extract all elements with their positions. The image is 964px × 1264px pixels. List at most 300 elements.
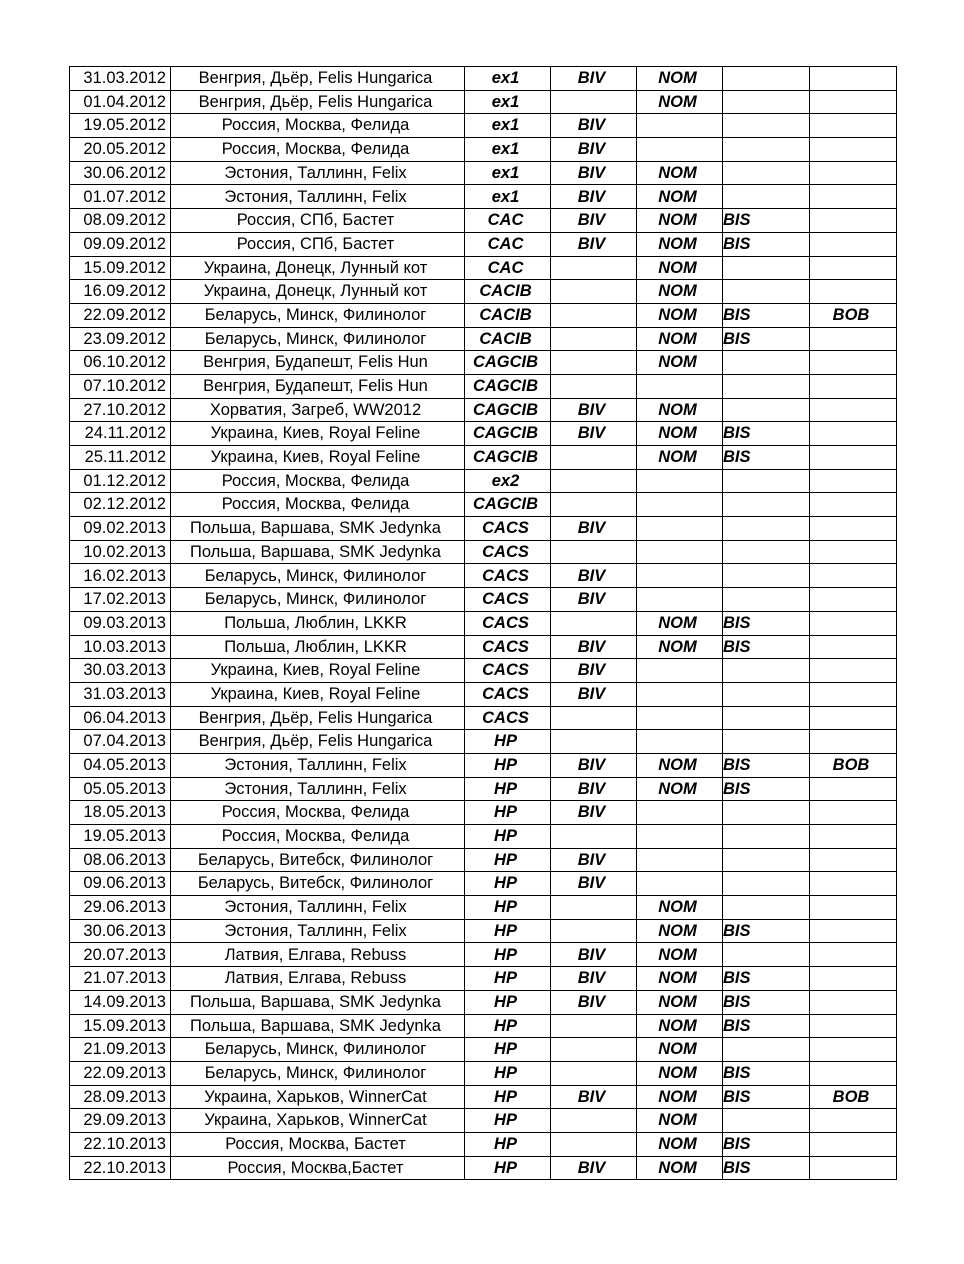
bob-cell: [810, 635, 897, 659]
bis-cell: [723, 564, 810, 588]
table-row: [70, 943, 897, 967]
date-cell: 07.04.2013: [70, 730, 171, 754]
bis-cell: [723, 67, 810, 91]
table-row: [70, 493, 897, 517]
biv-cell: BIV: [551, 967, 637, 991]
title-cell: HP: [465, 753, 551, 777]
date-cell: 09.06.2013: [70, 872, 171, 896]
date-cell: 20.05.2012: [70, 138, 171, 162]
bob-cell: [810, 327, 897, 351]
bis-cell: [723, 280, 810, 304]
show-cell: Хорватия, Загреб, WW2012: [171, 398, 465, 422]
biv-cell: [551, 1061, 637, 1085]
nom-cell: NOM: [637, 635, 723, 659]
show-cell: Эстония, Таллинн, Felix: [171, 896, 465, 920]
nom-cell: NOM: [637, 1156, 723, 1180]
bis-cell: BIS: [723, 990, 810, 1014]
date-cell: 19.05.2013: [70, 825, 171, 849]
bis-cell: [723, 943, 810, 967]
nom-cell: [637, 848, 723, 872]
bis-cell: [723, 588, 810, 612]
bob-cell: [810, 872, 897, 896]
show-cell: Украина, Харьков, WinnerCat: [171, 1109, 465, 1133]
table-row: [70, 919, 897, 943]
bis-cell: [723, 351, 810, 375]
biv-cell: BIV: [551, 138, 637, 162]
show-cell: Беларусь, Минск, Филинолог: [171, 303, 465, 327]
date-cell: 08.09.2012: [70, 209, 171, 233]
date-cell: 01.12.2012: [70, 469, 171, 493]
date-cell: 22.10.2013: [70, 1132, 171, 1156]
nom-cell: NOM: [637, 896, 723, 920]
table-row: [70, 635, 897, 659]
nom-cell: NOM: [637, 753, 723, 777]
bis-cell: BIS: [723, 753, 810, 777]
date-cell: 21.07.2013: [70, 967, 171, 991]
nom-cell: NOM: [637, 990, 723, 1014]
bis-cell: BIS: [723, 777, 810, 801]
table-row: [70, 1061, 897, 1085]
results-table: [69, 66, 897, 1180]
date-cell: 06.04.2013: [70, 706, 171, 730]
title-cell: CAGCIB: [465, 351, 551, 375]
title-cell: CACIB: [465, 327, 551, 351]
biv-cell: [551, 256, 637, 280]
bis-cell: [723, 493, 810, 517]
title-cell: HP: [465, 1156, 551, 1180]
show-cell: Россия, СПб, Бастет: [171, 209, 465, 233]
bis-cell: [723, 185, 810, 209]
bob-cell: [810, 185, 897, 209]
bob-cell: [810, 919, 897, 943]
bis-cell: [723, 1109, 810, 1133]
nom-cell: NOM: [637, 1038, 723, 1062]
show-cell: Эстония, Таллинн, Felix: [171, 777, 465, 801]
nom-cell: NOM: [637, 777, 723, 801]
table-row: [70, 209, 897, 233]
table-row: [70, 848, 897, 872]
table-row: [70, 446, 897, 470]
biv-cell: BIV: [551, 185, 637, 209]
bis-cell: [723, 848, 810, 872]
nom-cell: [637, 540, 723, 564]
nom-cell: [637, 825, 723, 849]
bob-cell: [810, 469, 897, 493]
title-cell: HP: [465, 1014, 551, 1038]
nom-cell: NOM: [637, 446, 723, 470]
biv-cell: [551, 825, 637, 849]
date-cell: 07.10.2012: [70, 374, 171, 398]
table-body: [70, 67, 897, 1180]
bis-cell: BIS: [723, 422, 810, 446]
bob-cell: [810, 1132, 897, 1156]
biv-cell: [551, 730, 637, 754]
title-cell: CACS: [465, 564, 551, 588]
table-row: [70, 303, 897, 327]
nom-cell: NOM: [637, 185, 723, 209]
title-cell: HP: [465, 919, 551, 943]
table-row: [70, 1109, 897, 1133]
biv-cell: BIV: [551, 161, 637, 185]
show-cell: Эстония, Таллинн, Felix: [171, 161, 465, 185]
show-cell: Польша, Варшава, SMK Jedynka: [171, 1014, 465, 1038]
nom-cell: NOM: [637, 280, 723, 304]
table-row: [70, 67, 897, 91]
nom-cell: [637, 730, 723, 754]
title-cell: ex1: [465, 138, 551, 162]
nom-cell: [637, 374, 723, 398]
bob-cell: [810, 1156, 897, 1180]
table-row: [70, 327, 897, 351]
biv-cell: BIV: [551, 801, 637, 825]
title-cell: CAGCIB: [465, 422, 551, 446]
show-cell: Россия, Москва, Фелида: [171, 493, 465, 517]
show-cell: Польша, Варшава, SMK Jedynka: [171, 540, 465, 564]
biv-cell: BIV: [551, 1085, 637, 1109]
nom-cell: [637, 872, 723, 896]
title-cell: CACS: [465, 517, 551, 541]
show-cell: Россия, Москва,Бастет: [171, 1156, 465, 1180]
table-row: [70, 730, 897, 754]
date-cell: 23.09.2012: [70, 327, 171, 351]
nom-cell: [637, 469, 723, 493]
biv-cell: BIV: [551, 682, 637, 706]
nom-cell: NOM: [637, 1061, 723, 1085]
title-cell: CAGCIB: [465, 374, 551, 398]
bis-cell: BIS: [723, 967, 810, 991]
bis-cell: [723, 517, 810, 541]
nom-cell: NOM: [637, 919, 723, 943]
nom-cell: [637, 138, 723, 162]
show-cell: Беларусь, Минск, Филинолог: [171, 588, 465, 612]
bob-cell: [810, 138, 897, 162]
biv-cell: BIV: [551, 398, 637, 422]
bob-cell: BOB: [810, 303, 897, 327]
title-cell: HP: [465, 777, 551, 801]
date-cell: 27.10.2012: [70, 398, 171, 422]
table-row: [70, 753, 897, 777]
title-cell: HP: [465, 1085, 551, 1109]
bob-cell: [810, 90, 897, 114]
show-cell: Польша, Люблин, LKKR: [171, 611, 465, 635]
table-row: [70, 1085, 897, 1109]
show-cell: Беларусь, Минск, Филинолог: [171, 564, 465, 588]
nom-cell: [637, 493, 723, 517]
show-cell: Эстония, Таллинн, Felix: [171, 753, 465, 777]
bob-cell: [810, 493, 897, 517]
bis-cell: [723, 90, 810, 114]
show-cell: Беларусь, Минск, Филинолог: [171, 327, 465, 351]
table-row: [70, 90, 897, 114]
date-cell: 22.10.2013: [70, 1156, 171, 1180]
title-cell: ex1: [465, 185, 551, 209]
bob-cell: BOB: [810, 1085, 897, 1109]
biv-cell: BIV: [551, 848, 637, 872]
table-row: [70, 185, 897, 209]
nom-cell: NOM: [637, 256, 723, 280]
bis-cell: [723, 730, 810, 754]
table-row: [70, 588, 897, 612]
title-cell: CACS: [465, 682, 551, 706]
biv-cell: BIV: [551, 943, 637, 967]
nom-cell: NOM: [637, 67, 723, 91]
show-cell: Украина, Киев, Royal Feline: [171, 422, 465, 446]
show-cell: Россия, СПб, Бастет: [171, 232, 465, 256]
date-cell: 10.03.2013: [70, 635, 171, 659]
date-cell: 09.02.2013: [70, 517, 171, 541]
biv-cell: BIV: [551, 422, 637, 446]
nom-cell: NOM: [637, 351, 723, 375]
bis-cell: [723, 398, 810, 422]
title-cell: CACS: [465, 706, 551, 730]
title-cell: HP: [465, 730, 551, 754]
biv-cell: [551, 90, 637, 114]
table-row: [70, 256, 897, 280]
show-cell: Украина, Харьков, WinnerCat: [171, 1085, 465, 1109]
title-cell: CAC: [465, 232, 551, 256]
table-row: [70, 517, 897, 541]
bob-cell: [810, 398, 897, 422]
date-cell: 16.09.2012: [70, 280, 171, 304]
bis-cell: BIS: [723, 1061, 810, 1085]
date-cell: 05.05.2013: [70, 777, 171, 801]
bis-cell: BIS: [723, 446, 810, 470]
bob-cell: [810, 161, 897, 185]
bob-cell: [810, 1014, 897, 1038]
bis-cell: [723, 1038, 810, 1062]
biv-cell: BIV: [551, 232, 637, 256]
bob-cell: [810, 446, 897, 470]
biv-cell: [551, 1132, 637, 1156]
title-cell: CACS: [465, 540, 551, 564]
date-cell: 09.03.2013: [70, 611, 171, 635]
biv-cell: [551, 540, 637, 564]
title-cell: HP: [465, 848, 551, 872]
title-cell: CAGCIB: [465, 446, 551, 470]
title-cell: HP: [465, 1132, 551, 1156]
show-cell: Польша, Люблин, LKKR: [171, 635, 465, 659]
title-cell: HP: [465, 967, 551, 991]
biv-cell: [551, 493, 637, 517]
date-cell: 30.03.2013: [70, 659, 171, 683]
bis-cell: [723, 682, 810, 706]
biv-cell: [551, 280, 637, 304]
nom-cell: NOM: [637, 1014, 723, 1038]
date-cell: 02.12.2012: [70, 493, 171, 517]
bis-cell: [723, 469, 810, 493]
show-cell: Венгрия, Дьёр, Felis Hungarica: [171, 67, 465, 91]
table-row: [70, 825, 897, 849]
show-cell: Венгрия, Будапешт, Felis Hun: [171, 351, 465, 375]
bis-cell: [723, 374, 810, 398]
table-row: [70, 138, 897, 162]
title-cell: HP: [465, 896, 551, 920]
table-row: [70, 682, 897, 706]
biv-cell: [551, 611, 637, 635]
biv-cell: [551, 327, 637, 351]
bob-cell: [810, 67, 897, 91]
bis-cell: [723, 540, 810, 564]
nom-cell: [637, 588, 723, 612]
table-row: [70, 801, 897, 825]
biv-cell: BIV: [551, 209, 637, 233]
date-cell: 06.10.2012: [70, 351, 171, 375]
nom-cell: NOM: [637, 943, 723, 967]
date-cell: 22.09.2013: [70, 1061, 171, 1085]
table-row: [70, 990, 897, 1014]
biv-cell: [551, 1038, 637, 1062]
table-row: [70, 232, 897, 256]
show-cell: Украина, Киев, Royal Feline: [171, 682, 465, 706]
table-row: [70, 659, 897, 683]
bob-cell: [810, 896, 897, 920]
nom-cell: [637, 564, 723, 588]
date-cell: 20.07.2013: [70, 943, 171, 967]
show-cell: Венгрия, Дьёр, Felis Hungarica: [171, 730, 465, 754]
bis-cell: BIS: [723, 1085, 810, 1109]
date-cell: 17.02.2013: [70, 588, 171, 612]
bis-cell: BIS: [723, 1132, 810, 1156]
bis-cell: BIS: [723, 919, 810, 943]
title-cell: ex1: [465, 161, 551, 185]
title-cell: HP: [465, 943, 551, 967]
bis-cell: [723, 706, 810, 730]
title-cell: HP: [465, 1061, 551, 1085]
bob-cell: [810, 209, 897, 233]
bis-cell: BIS: [723, 1156, 810, 1180]
nom-cell: NOM: [637, 1085, 723, 1109]
bob-cell: [810, 1109, 897, 1133]
show-cell: Россия, Москва, Фелида: [171, 138, 465, 162]
title-cell: HP: [465, 825, 551, 849]
title-cell: ex1: [465, 90, 551, 114]
date-cell: 30.06.2013: [70, 919, 171, 943]
nom-cell: NOM: [637, 209, 723, 233]
date-cell: 21.09.2013: [70, 1038, 171, 1062]
bob-cell: [810, 256, 897, 280]
biv-cell: BIV: [551, 990, 637, 1014]
bis-cell: [723, 896, 810, 920]
table-row: [70, 422, 897, 446]
table-row: [70, 564, 897, 588]
date-cell: 08.06.2013: [70, 848, 171, 872]
date-cell: 15.09.2013: [70, 1014, 171, 1038]
bis-cell: BIS: [723, 635, 810, 659]
biv-cell: BIV: [551, 114, 637, 138]
date-cell: 18.05.2013: [70, 801, 171, 825]
nom-cell: NOM: [637, 303, 723, 327]
table-row: [70, 1014, 897, 1038]
biv-cell: [551, 374, 637, 398]
date-cell: 04.05.2013: [70, 753, 171, 777]
show-cell: Украина, Киев, Royal Feline: [171, 446, 465, 470]
table-row: [70, 114, 897, 138]
biv-cell: [551, 351, 637, 375]
bis-cell: BIS: [723, 303, 810, 327]
date-cell: 15.09.2012: [70, 256, 171, 280]
show-cell: Беларусь, Минск, Филинолог: [171, 1038, 465, 1062]
title-cell: ex2: [465, 469, 551, 493]
date-cell: 30.06.2012: [70, 161, 171, 185]
biv-cell: [551, 896, 637, 920]
date-cell: 22.09.2012: [70, 303, 171, 327]
bob-cell: [810, 588, 897, 612]
show-cell: Украина, Киев, Royal Feline: [171, 659, 465, 683]
title-cell: CACS: [465, 659, 551, 683]
bob-cell: [810, 801, 897, 825]
show-cell: Россия, Москва, Фелида: [171, 469, 465, 493]
date-cell: 10.02.2013: [70, 540, 171, 564]
bob-cell: [810, 990, 897, 1014]
show-cell: Россия, Москва, Бастет: [171, 1132, 465, 1156]
title-cell: HP: [465, 1038, 551, 1062]
date-cell: 31.03.2012: [70, 67, 171, 91]
table-row: [70, 896, 897, 920]
bob-cell: [810, 611, 897, 635]
nom-cell: NOM: [637, 232, 723, 256]
bis-cell: [723, 114, 810, 138]
show-cell: Латвия, Елгава, Rebuss: [171, 943, 465, 967]
bis-cell: BIS: [723, 209, 810, 233]
bis-cell: BIS: [723, 232, 810, 256]
nom-cell: NOM: [637, 90, 723, 114]
bob-cell: [810, 825, 897, 849]
nom-cell: [637, 682, 723, 706]
title-cell: CACS: [465, 588, 551, 612]
nom-cell: [637, 659, 723, 683]
show-cell: Россия, Москва, Фелида: [171, 114, 465, 138]
biv-cell: BIV: [551, 872, 637, 896]
bob-cell: [810, 517, 897, 541]
date-cell: 01.07.2012: [70, 185, 171, 209]
title-cell: ex1: [465, 114, 551, 138]
title-cell: HP: [465, 1109, 551, 1133]
bis-cell: [723, 256, 810, 280]
nom-cell: [637, 706, 723, 730]
biv-cell: BIV: [551, 588, 637, 612]
bob-cell: [810, 777, 897, 801]
biv-cell: [551, 446, 637, 470]
bob-cell: [810, 943, 897, 967]
show-cell: Эстония, Таллинн, Felix: [171, 185, 465, 209]
show-cell: Украина, Донецк, Лунный кот: [171, 256, 465, 280]
nom-cell: [637, 801, 723, 825]
table-row: [70, 540, 897, 564]
bob-cell: [810, 564, 897, 588]
bob-cell: [810, 114, 897, 138]
show-cell: Беларусь, Витебск, Филинолог: [171, 848, 465, 872]
title-cell: CAGCIB: [465, 398, 551, 422]
title-cell: CACS: [465, 635, 551, 659]
show-cell: Венгрия, Дьёр, Felis Hungarica: [171, 706, 465, 730]
bob-cell: [810, 232, 897, 256]
title-cell: HP: [465, 990, 551, 1014]
biv-cell: [551, 1109, 637, 1133]
date-cell: 25.11.2012: [70, 446, 171, 470]
table-row: [70, 469, 897, 493]
bis-cell: BIS: [723, 611, 810, 635]
title-cell: HP: [465, 872, 551, 896]
show-cell: Венгрия, Будапешт, Felis Hun: [171, 374, 465, 398]
date-cell: 28.09.2013: [70, 1085, 171, 1109]
bob-cell: [810, 706, 897, 730]
biv-cell: BIV: [551, 564, 637, 588]
bob-cell: [810, 540, 897, 564]
show-cell: Россия, Москва, Фелида: [171, 825, 465, 849]
nom-cell: NOM: [637, 422, 723, 446]
date-cell: 24.11.2012: [70, 422, 171, 446]
bis-cell: [723, 872, 810, 896]
